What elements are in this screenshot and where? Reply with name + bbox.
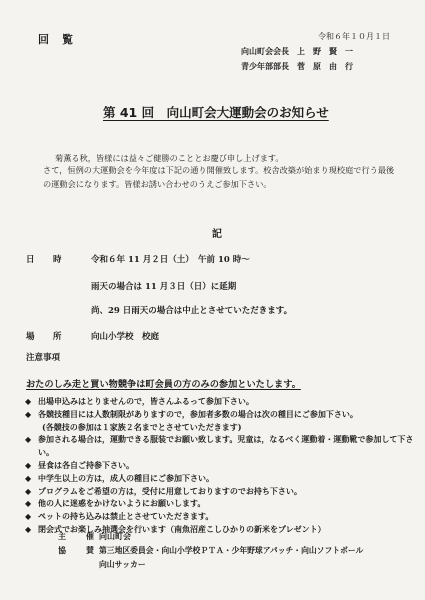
diamond-bullet-icon: ◆	[25, 408, 32, 419]
rain-postpone-note: 雨天の場合は 11 月３日（日）に延期	[91, 282, 237, 292]
sender-youth-director: 青少年部部長 菅 原 由 行	[241, 61, 353, 71]
diamond-bullet-icon: ◆	[25, 498, 32, 509]
diamond-bullet-icon: ◆	[25, 523, 32, 534]
sender-chairman: 向山町会会長 上 野 賢 一	[241, 46, 353, 56]
diamond-bullet-icon: ◆	[25, 485, 32, 496]
notes-list-item	[24, 510, 414, 523]
diamond-bullet-icon: ◆	[25, 511, 32, 522]
diamond-bullet-icon: ◆	[25, 472, 32, 483]
sponsor-label: 協 賛	[58, 545, 100, 555]
notes-item-text: 各競技種目には人数制限がありますので，参加者多数の場合は次の種目にご参加下さい。	[38, 408, 358, 419]
intro-line-1: 菊薫る秋，皆様には益々ご健勝のこととお慶び申し上げます。	[55, 153, 284, 163]
rain-cancel-note: 尚、29 日雨天の場合は中止とさせていただきます。	[91, 306, 293, 316]
diamond-bullet-icon: ◆	[25, 396, 32, 406]
notes-item-subtext: (各競技の参加は１家族２名までとさせていただきます)	[42, 421, 242, 432]
notes-item-text: プログラムをご希望の方は，受付に用意しておりますのでお持ち下さい。	[38, 485, 302, 496]
notes-list-item	[24, 408, 414, 434]
notes-item-text: 出場申込みはとりませんので，皆さんふるって参加下さい。	[38, 396, 254, 406]
notes-list-item	[24, 497, 414, 510]
intro-line-3: の運動会になります。皆様お誘い合わせのうえご参加下さい。	[43, 179, 272, 189]
notes-item-text: 閉会式でお楽しみ抽選会を行います（南魚沼産こしひかりの新米をプレゼント）	[38, 523, 326, 534]
notes-list-item	[24, 433, 414, 459]
organizer-label: 主 催	[58, 531, 100, 541]
notes-item-text: 参加される場合は，運動できる服装でお願い致します。児童は，なるべく運動着・運動靴で参加して下さい。	[38, 434, 414, 458]
ki-heading: 記	[212, 229, 222, 240]
diamond-bullet-icon: ◆	[25, 434, 32, 445]
notes-item-text: 他の人に迷惑をかけないようにお願いします。	[38, 498, 206, 509]
notice-title: 第 41 回 向山町会大運動会のお知らせ	[103, 105, 329, 120]
notes-item-text: ペットの持ち込みは禁止とさせていただきます。	[38, 511, 214, 522]
notes-list-item	[24, 472, 414, 485]
issue-date: 令和６年１０月１日	[318, 32, 390, 41]
notes-list-item	[24, 395, 414, 408]
sponsor-value: 第三地区委員会・向山小学校ＰＴＡ・少年野球アパッチ・向山ソフトボール	[99, 546, 364, 555]
members-only-notice: おたのしみ走と買い物競争は町会員の方のみの参加といたします。	[26, 379, 301, 390]
place-label: 場 所	[26, 332, 63, 342]
date-label: 日 時	[26, 255, 63, 265]
notes-heading: 注意事項	[26, 353, 61, 363]
organizer-value: 向山町会	[99, 531, 131, 541]
sponsor-value-2: 向山サッカー	[99, 560, 146, 569]
notes-list-item	[24, 485, 414, 498]
notes-item-text: 昼食は各自ご持参下さい。	[38, 459, 134, 470]
diamond-bullet-icon: ◆	[25, 459, 32, 470]
date-value: 令和６年 11 月２日（土） 午前 10 時～	[91, 255, 250, 265]
kairan-label: 回 覧	[38, 33, 74, 46]
notes-list-item	[24, 459, 414, 472]
intro-line-2: さて，恒例の大運動会を今年度は下記の通り開催致します。校舎改築が始まり現校庭で行う最後	[43, 165, 395, 175]
place-value: 向山小学校 校庭	[91, 332, 160, 342]
notes-list	[24, 395, 414, 536]
notes-item-text: 中学生以上の方は，成人の種目にご参加下さい。	[38, 472, 214, 483]
